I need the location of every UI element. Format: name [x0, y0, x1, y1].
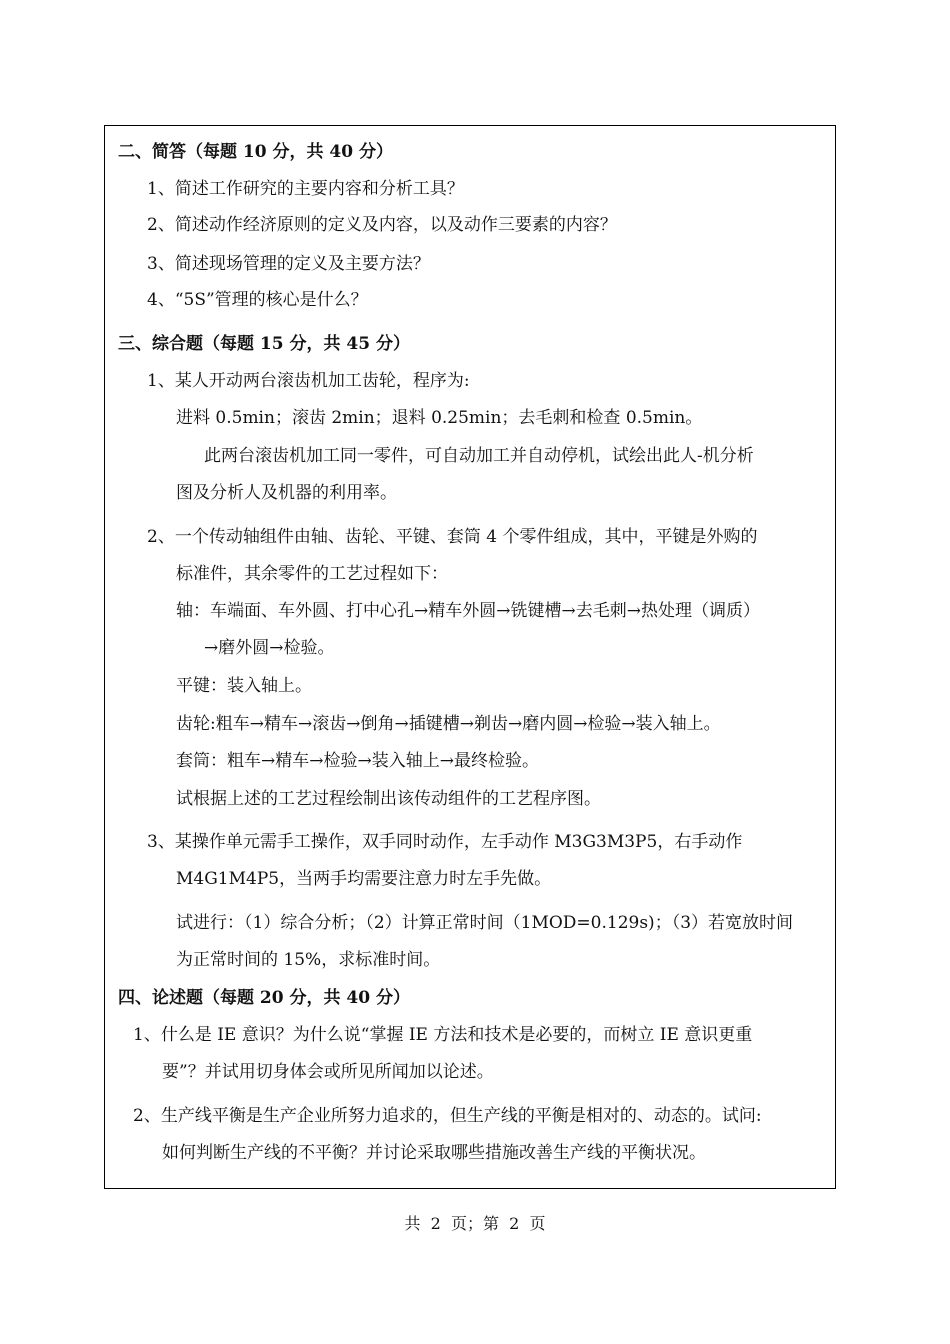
question-3-1-line-3: 此两台滚齿机加工同一零件，可自动加工并自动停机，试绘出此人-机分析	[204, 446, 754, 466]
question-3-2-line-1: 2、一个传动轴组件由轴、齿轮、平键、套筒 4 个零件组成，其中，平键是外购的	[147, 527, 758, 547]
question-3-2-line-6: 齿轮:粗车→精车→滚齿→倒角→插键槽→剃齿→磨内圆→检验→装入轴上。	[176, 714, 721, 734]
question-3-1-line-1: 1、某人开动两台滚齿机加工齿轮，程序为:	[147, 371, 470, 391]
section-4-title: 四、论述题（每题 20 分，共 40 分）	[118, 988, 410, 1008]
question-3-3-line-1: 3、某操作单元需手工操作，双手同时动作，左手动作 M3G3M3P5，右手动作	[147, 832, 743, 852]
question-4-2-line-1: 2、生产线平衡是生产企业所努力追求的，但生产线的平衡是相对的、动态的。试问:	[133, 1106, 762, 1126]
question-3-1-line-2: 进料 0.5min；滚齿 2min；退料 0.25min；去毛刺和检查 0.5min。	[176, 408, 703, 428]
question-3-2-line-2: 标准件，其余零件的工艺过程如下：	[176, 564, 448, 584]
question-3-3-line-2: M4G1M4P5，当两手均需要注意力时左手先做。	[176, 869, 552, 889]
question-2-4: 4、“5S”管理的核心是什么？	[147, 290, 368, 310]
question-3-2-line-4: →磨外圆→检验。	[204, 638, 335, 658]
page-footer: 共 2 页；第 2 页	[404, 1214, 546, 1233]
question-3-2-line-7: 套筒：粗车→精车→检验→装入轴上→最终检验。	[176, 751, 539, 771]
question-3-3-line-4: 为正常时间的 15%，求标准时间。	[176, 950, 441, 970]
question-3-2-line-8: 试根据上述的工艺过程绘制出该传动组件的工艺程序图。	[176, 789, 601, 809]
question-3-1-line-4: 图及分析人及机器的利用率。	[176, 483, 397, 503]
question-4-1-line-1: 1、什么是 IE 意识？为什么说“掌握 IE 方法和技术是必要的，而树立 IE 意识更重	[133, 1025, 753, 1045]
section-2-title: 二、简答（每题 10 分，共 40 分）	[118, 142, 393, 162]
question-2-2: 2、简述动作经济原则的定义及内容，以及动作三要素的内容？	[147, 215, 617, 235]
question-4-2-line-2: 如何判断生产线的不平衡？并讨论采取哪些措施改善生产线的平衡状况。	[162, 1143, 706, 1163]
question-4-1-line-2: 要”？并试用切身体会或所见所闻加以论述。	[162, 1062, 494, 1082]
question-3-3-line-3: 试进行：（1）综合分析；（2）计算正常时间（1MOD=0.129s)；（3）若宽放时间	[176, 913, 794, 933]
question-2-1: 1、简述工作研究的主要内容和分析工具？	[147, 179, 464, 199]
question-3-2-line-5: 平键：装入轴上。	[176, 676, 312, 696]
question-2-3: 3、简述现场管理的定义及主要方法？	[147, 254, 430, 274]
question-3-2-line-3: 轴：车端面、车外圆、打中心孔→精车外圆→铣键槽→去毛刺→热处理（调质）	[176, 601, 760, 621]
section-3-title: 三、综合题（每题 15 分，共 45 分）	[118, 334, 410, 354]
